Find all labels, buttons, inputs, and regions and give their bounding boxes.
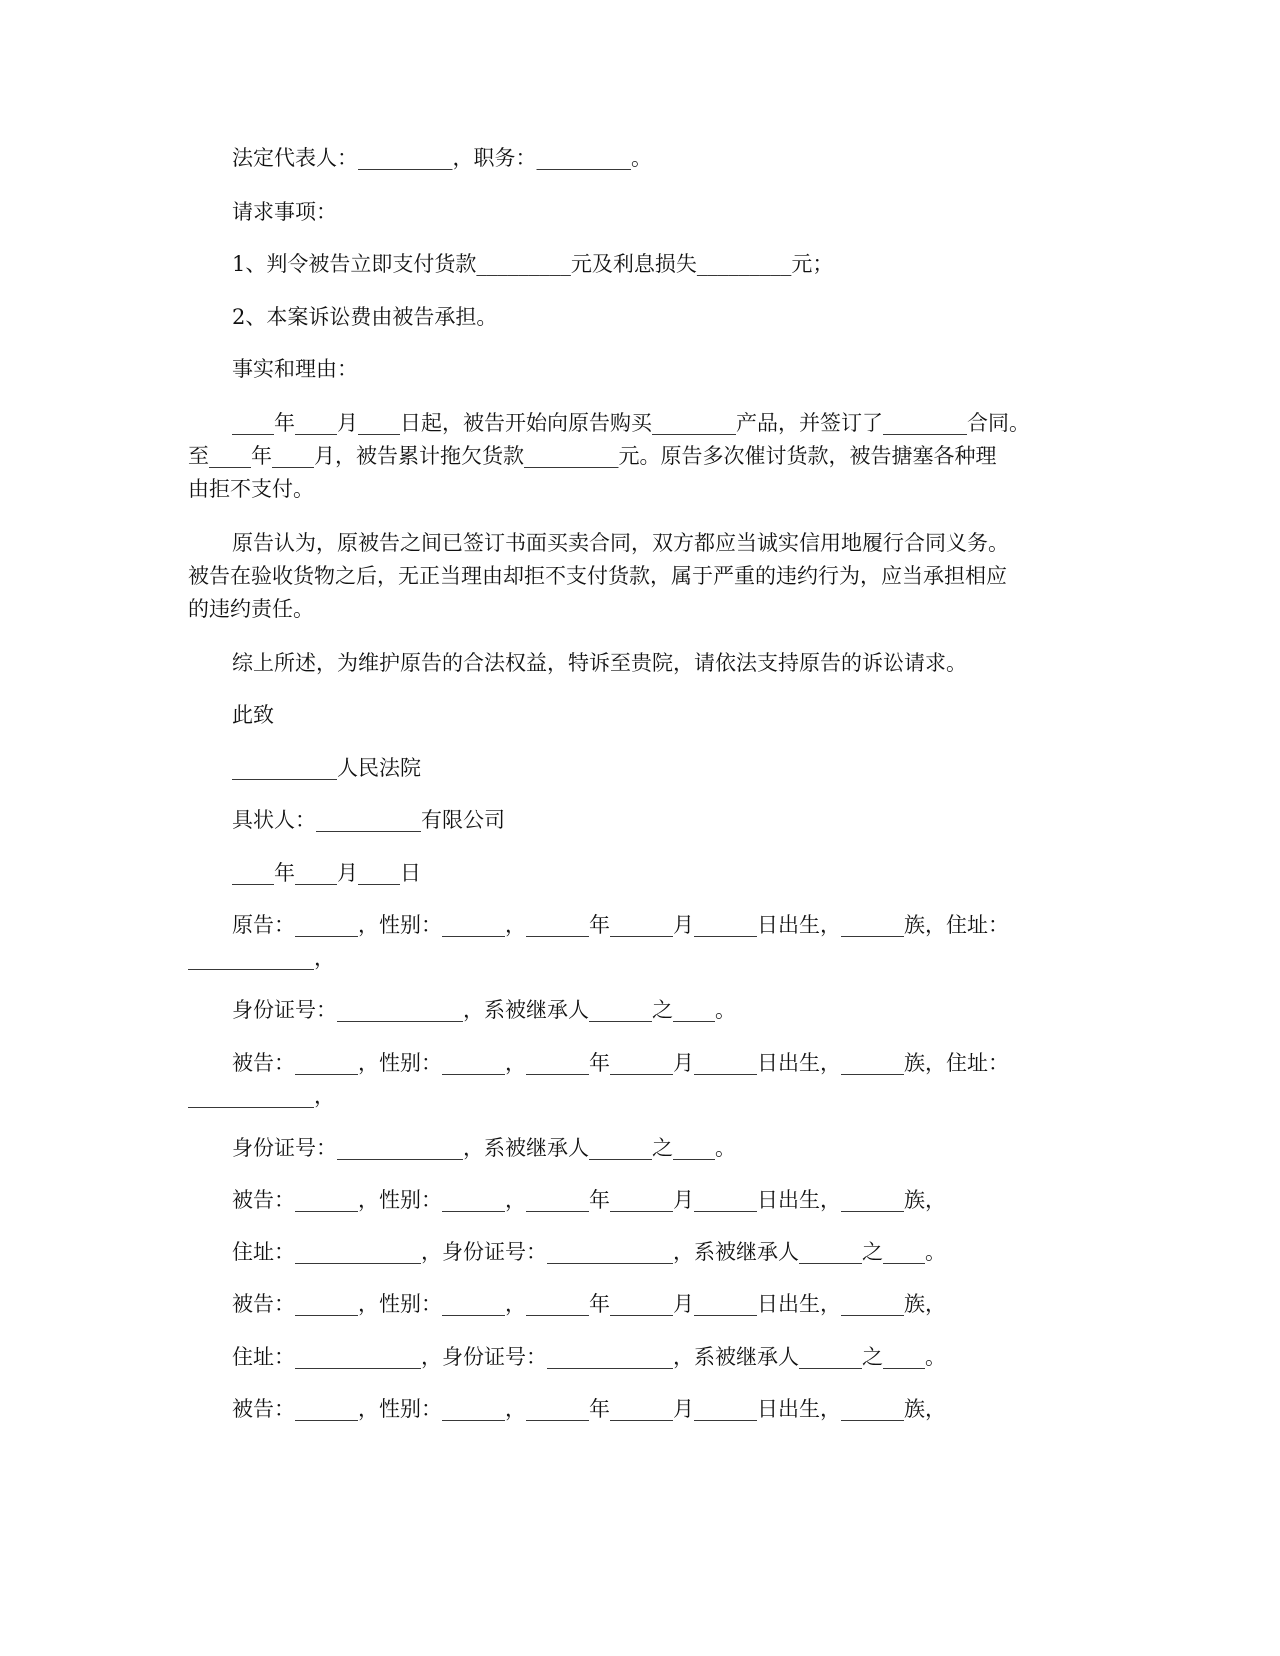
reason-paragraph-line-3: 的违约责任。 [188, 597, 314, 621]
defendant-1-info-line: 被告：______，性别：______，______年______月______日出生，______族，住址： [232, 1051, 1009, 1075]
court-name-line: __________人民法院 [232, 756, 421, 780]
facts-paragraph-line-3: 由拒不支付。 [188, 477, 314, 501]
defendant-3-info-line: 被告：______，性别：______，______年______月______日出生，______族， [232, 1292, 946, 1316]
defendant-2-info-line: 被告：______，性别：______，______年______月______日出生，______族， [232, 1188, 946, 1212]
plaintiff-id-line: 身份证号：____________，系被继承人______之____。 [232, 998, 736, 1022]
reason-paragraph-line-2: 被告在验收货物之后，无正当理由却拒不支付货款，属于严重的违约行为，应当承担相应 [188, 564, 1007, 588]
salutation: 此致 [232, 703, 274, 727]
claims-heading: 请求事项： [232, 200, 337, 224]
legal-representative-line: 法定代表人：_________，职务：_________。 [232, 146, 652, 170]
claim-item-1: 1、判令被告立即支付货款_________元及利息损失_________元； [232, 252, 834, 276]
defendant-1-address-line: ____________， [188, 1084, 335, 1108]
reason-paragraph-line-1: 原告认为，原被告之间已签订书面买卖合同，双方都应当诚实信用地履行合同义务。 [232, 531, 1009, 555]
defendant-2-address-id-line: 住址：____________，身份证号：____________，系被继承人______之____。 [232, 1240, 946, 1264]
defendant-4-info-line: 被告：______，性别：______，______年______月______日出生，______族， [232, 1397, 946, 1421]
facts-heading: 事实和理由： [232, 357, 358, 381]
claim-item-2: 2、本案诉讼费由被告承担。 [232, 305, 498, 329]
facts-paragraph-line-2: 至____年____月，被告累计拖欠货款_________元。原告多次催讨货款，被告搪塞各种理 [188, 444, 997, 468]
petitioner-line: 具状人：__________有限公司 [232, 808, 505, 832]
conclusion-paragraph: 综上所述，为维护原告的合法权益，特诉至贵院，请依法支持原告的诉讼请求。 [232, 651, 967, 675]
plaintiff-info-line: 原告：______，性别：______，______年______月______日出生，______族，住址： [232, 913, 1009, 937]
facts-paragraph-line-1: ____年____月____日起，被告开始向原告购买________产品，并签订了________合同。 [232, 411, 1030, 435]
defendant-1-id-line: 身份证号：____________，系被继承人______之____。 [232, 1136, 736, 1160]
defendant-3-address-id-line: 住址：____________，身份证号：____________，系被继承人______之____。 [232, 1345, 946, 1369]
date-line: ____年____月____日 [232, 861, 421, 885]
plaintiff-address-line: ____________， [188, 946, 335, 970]
